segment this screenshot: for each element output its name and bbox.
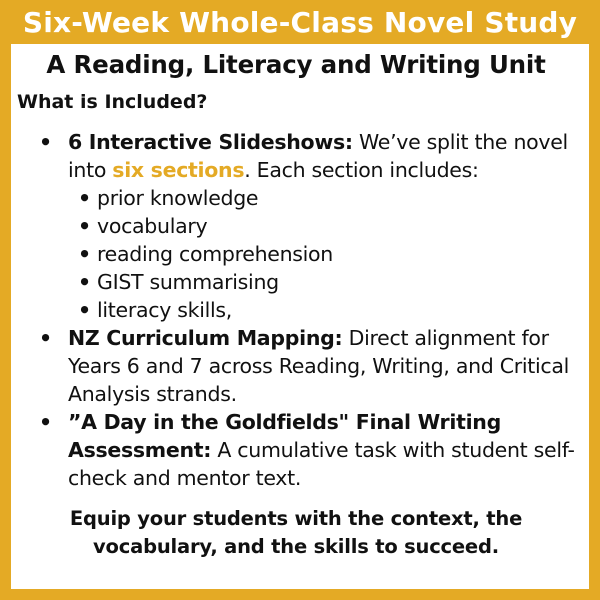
list-item-slideshows [17, 128, 575, 324]
section-heading: What is Included? [17, 91, 208, 113]
sub-item-label: GIST summarising [97, 270, 279, 294]
item-heading: 6 Interactive Slideshows: [68, 130, 353, 154]
closing-statement: Equip your students with the context, the vocabulary, and the skills to succeed. [69, 507, 523, 558]
bullet-icon: • [39, 326, 52, 350]
bullet-icon: • [78, 186, 91, 210]
bullet-icon: • [78, 242, 91, 266]
bullet-icon: • [78, 270, 91, 294]
sub-item-label: prior knowledge [97, 186, 259, 210]
item-text: . Each section includes: [244, 158, 479, 182]
bullet-icon: • [39, 130, 52, 154]
sub-list-item [68, 184, 575, 212]
subtitle: A Reading, Literacy and Writing Unit [46, 50, 546, 79]
content-panel [11, 44, 589, 589]
sub-list-item [68, 296, 575, 324]
item-heading: ”A Day in the Goldfields" Final Writing Assessment: [68, 410, 501, 462]
sub-list-item [68, 240, 575, 268]
banner [11, 0, 589, 44]
sub-item-label: reading comprehension [97, 242, 333, 266]
sub-list [68, 184, 575, 324]
item-text: Direct alignment for Years 6 and 7 across Reading, Writing, and Critical Analysis strands. [68, 326, 570, 406]
bullet-icon: • [78, 214, 91, 238]
list-item-curriculum [17, 324, 575, 408]
bullet-icon: • [39, 410, 52, 434]
banner-title: Six-Week Whole-Class Novel Study [22, 5, 578, 39]
bullet-icon: • [78, 298, 91, 322]
item-highlight: six sections [112, 158, 245, 182]
sub-list-item [68, 268, 575, 296]
sub-item-label: vocabulary [97, 214, 208, 238]
item-text: We’ve split the novel into [68, 130, 568, 182]
item-heading: NZ Curriculum Mapping: [68, 326, 343, 350]
sub-list-item [68, 212, 575, 240]
included-list [17, 128, 575, 492]
sub-item-label: literacy skills, [97, 298, 232, 322]
item-text: A cumulative task with student self-check and mentor text. [68, 438, 575, 490]
list-item-assessment [17, 408, 575, 492]
